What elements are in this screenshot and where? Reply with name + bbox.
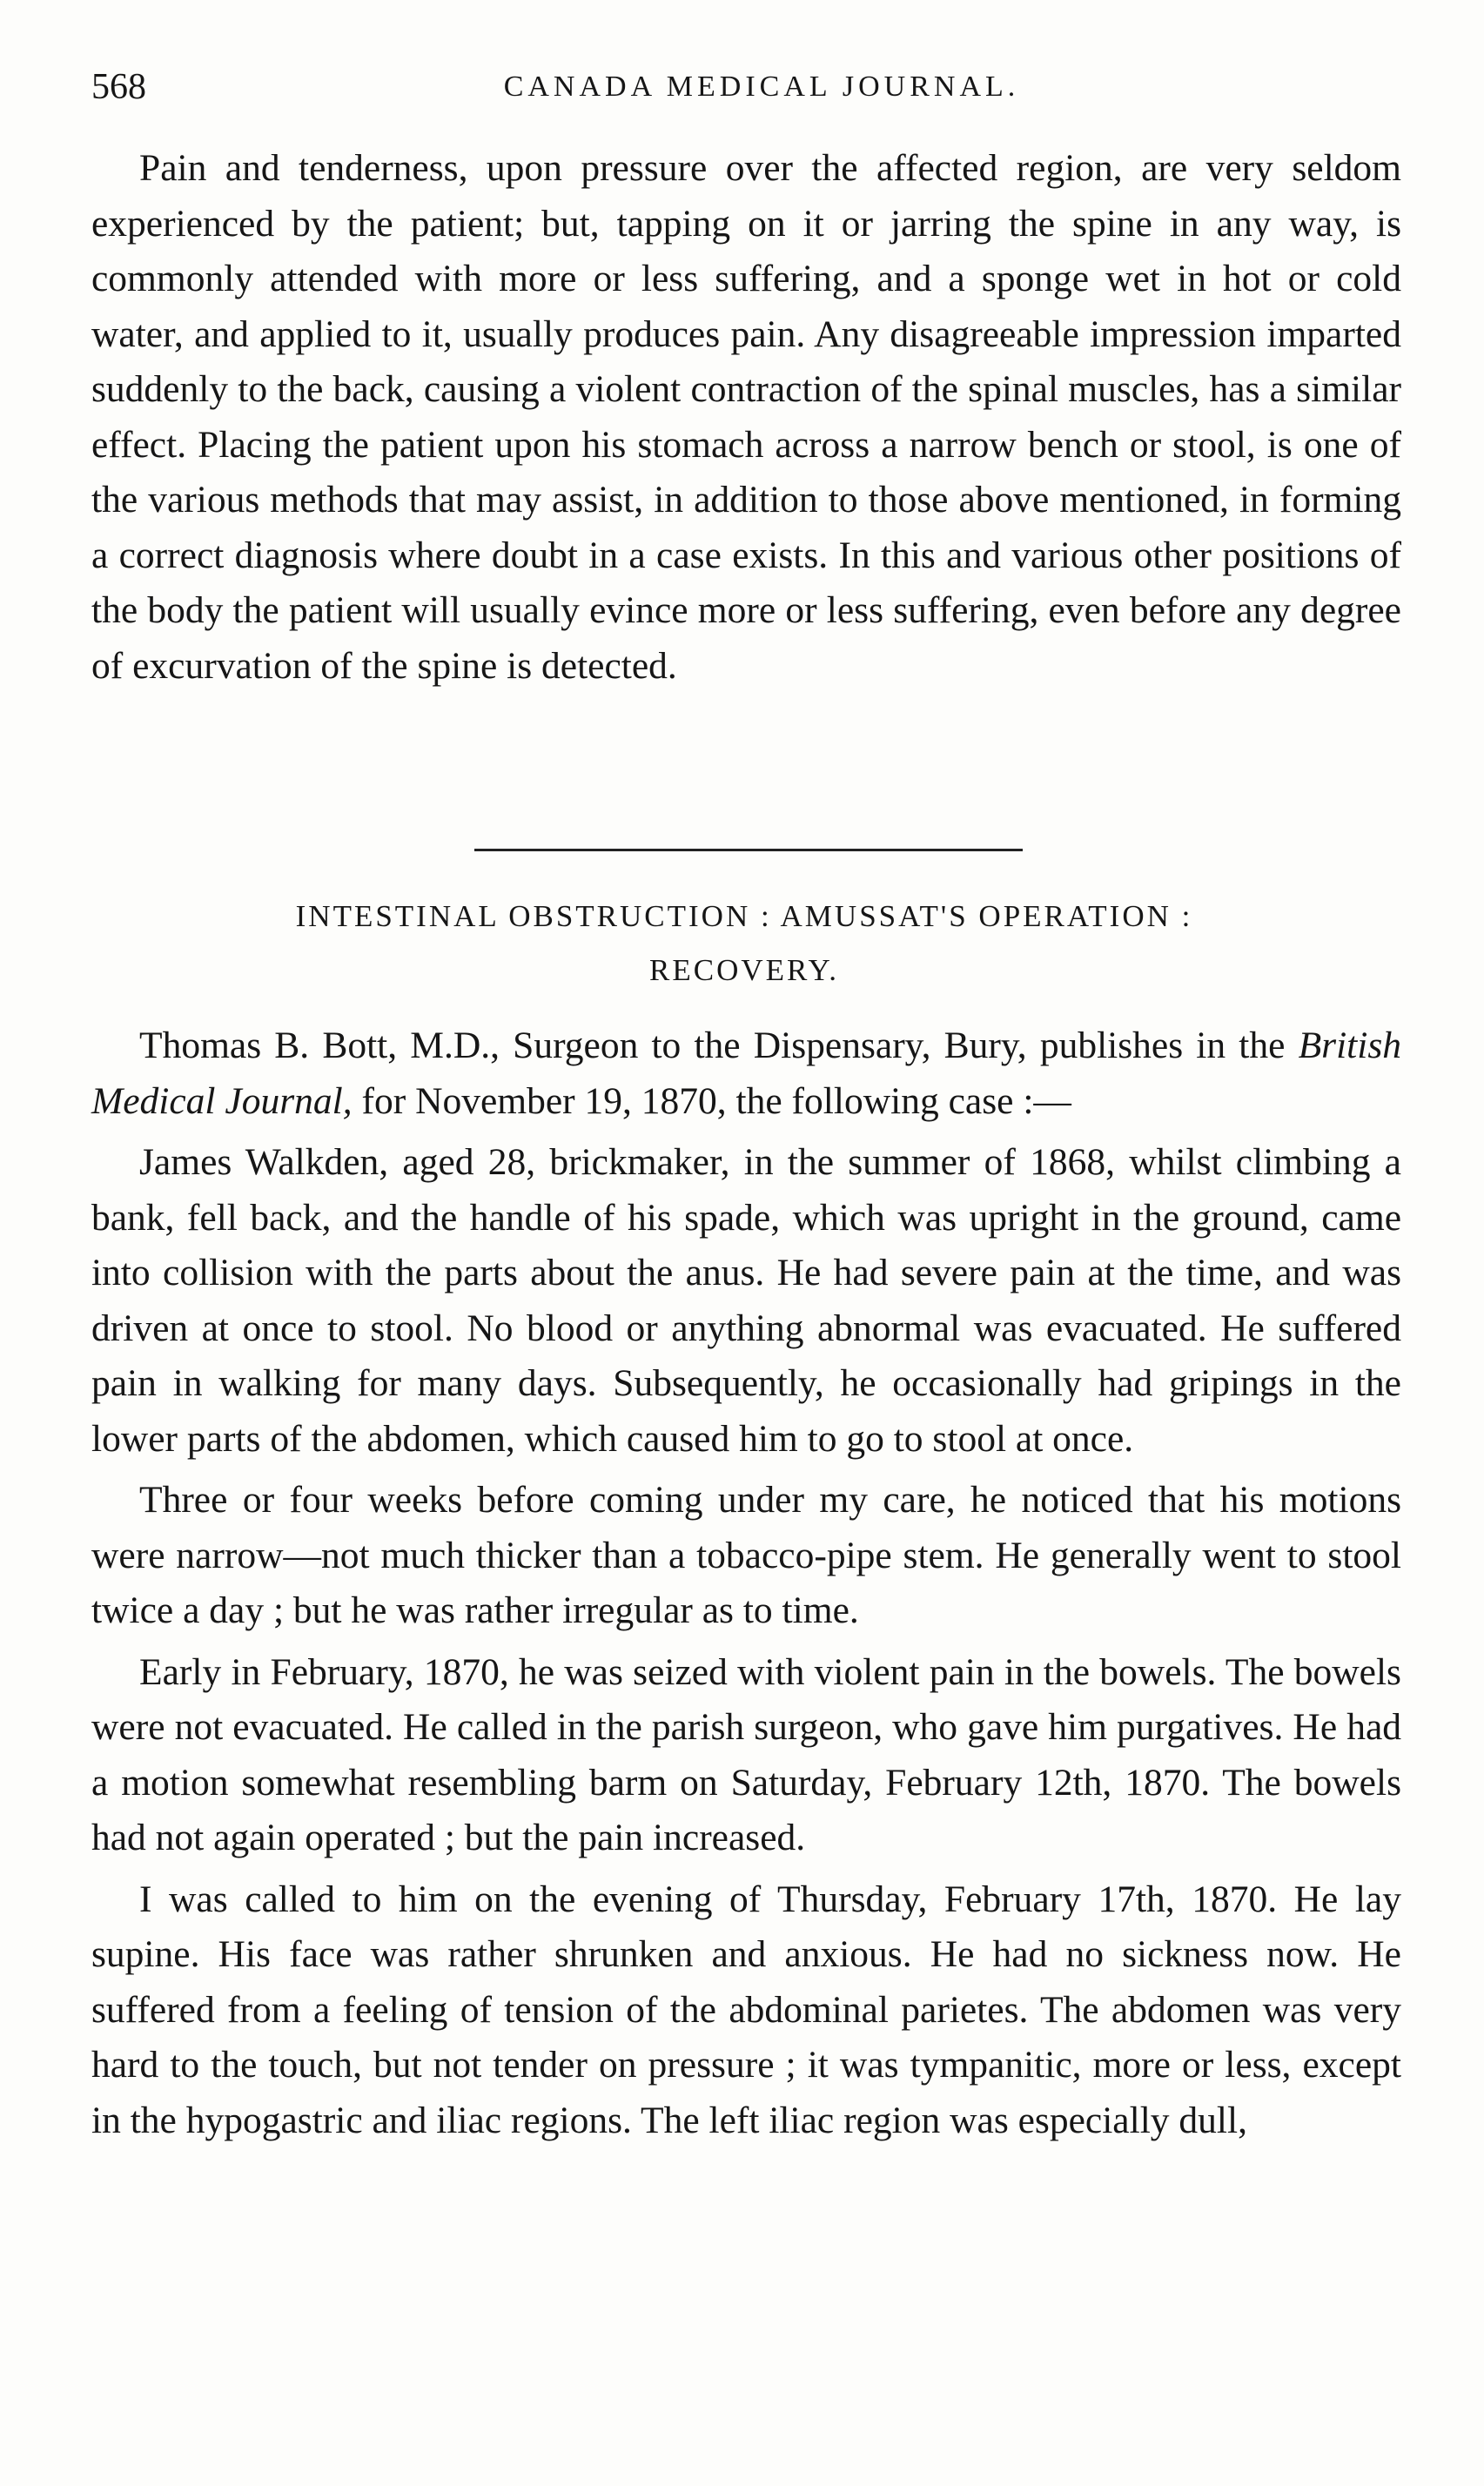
lead-text-after: for November 19, 1870, the following case :— xyxy=(352,1079,1071,1122)
cited-journal-name: British Medical Journal, xyxy=(91,1025,1401,1122)
lead-text-before: Thomas B. Bott, M.D., Surgeon to the Dispensary, Bury, publishes in the xyxy=(139,1025,1299,1066)
article-heading xyxy=(174,890,1314,998)
intro-paragraph: Pain and tenderness, upon pressure over the affected region, are very seldom experienced by the patient; but, tapping on it or jarring the spine in any way, is commonly attended with more or less suffering, and a sponge wet in hot or cold water, and applied to it, usually produces pain. Any disagreeable impression imparted suddenly to the back, causing a violent contraction of the spinal muscles, has a similar effect. Placing the patient upon his stomach across a narrow bench or stool, is one of the various methods that may assist, in addition to those above mentioned, in forming a correct diagnosis where doubt in a case exists. In this and various other positions of the body the patient will usually evince more or less suffering, even before any degree of excurvation of the spine is detected. xyxy=(91,147,1401,687)
case-paragraph-motions: Three or four weeks before coming under my care, he noticed that his motions were narrow—not much thicker than a tobacco-pipe stem. He generally went to stool twice a day ; but he was rather irregular as to time. xyxy=(91,1479,1401,1631)
article-heading-line-2: RECOVERY. xyxy=(649,953,839,987)
lead-paragraph xyxy=(91,1018,1401,1129)
case-paragraph-february: Early in February, 1870, he was seized with violent pain in the bowels. The bowels were not evacuated. He called in the parish surgeon, who gave him purgatives. He had a motion somewhat resembling barm on Saturday, February 12th, 1870. The bowels had not again operated ; but the pain increased. xyxy=(91,1650,1401,1858)
journal-title: CANADA MEDICAL JOURNAL. xyxy=(503,71,1020,103)
section-divider xyxy=(474,849,1023,851)
case-paragraph-examination: I was called to him on the evening of Thursday, February 17th, 1870. He lay supine. His face was rather shrunken and anxious. He had no sickness now. He suffered from a feeling of tension of the abdominal parietes. The abdomen was very hard to the touch, but not tender on pressure ; it was tympanitic, more or less, except in the hypogastric and iliac regions. The left iliac region was especially dull, xyxy=(91,1878,1401,2141)
case-paragraph-history: James Walkden, aged 28, brickmaker, in the summer of 1868, whilst climbing a bank, fell back, and the handle of his spade, which was upright in the ground, came into collision with the parts about the anus. He had severe pain at the time, and was driven at once to stool. No blood or anything abnormal was evacuated. He suffered pain in walking for many days. Subsequently, he occasionally had gripings in the lower parts of the abdomen, which caused him to go to stool at once. xyxy=(91,1141,1401,1460)
running-head xyxy=(91,61,1406,113)
article-heading-line-1: INTESTINAL OBSTRUCTION : AMUSSAT'S OPERATION : xyxy=(295,899,1193,933)
page-number: 568 xyxy=(91,67,146,107)
intro-section xyxy=(91,141,1401,694)
article-body xyxy=(91,1018,1401,2154)
